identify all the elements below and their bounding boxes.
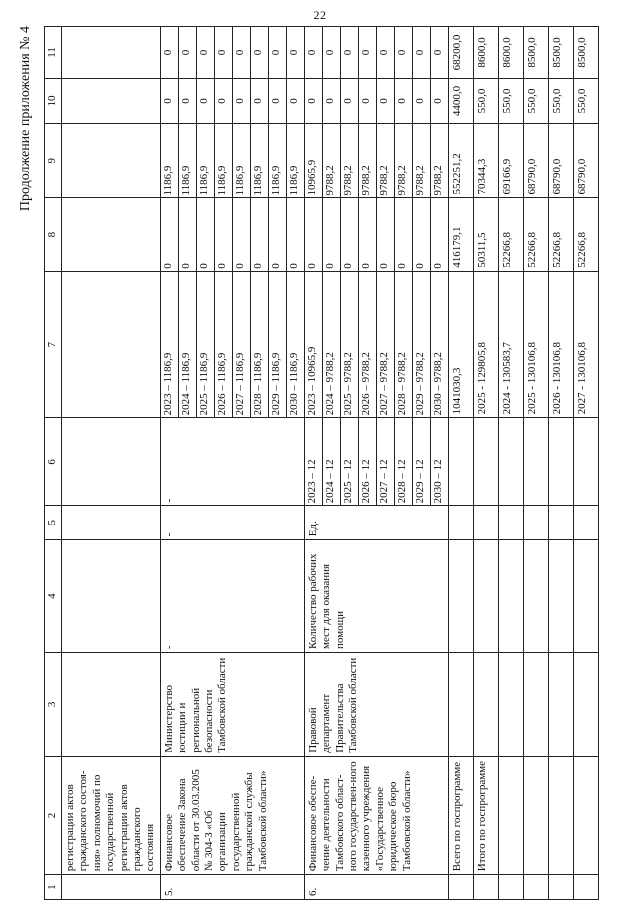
value: 0 [250,198,268,270]
value: 1186,9 [214,124,232,197]
extra-row [523,27,548,900]
value: 0 [431,263,444,269]
extra-c11: 8600,0 [498,27,523,79]
col-header: 9 [45,124,62,198]
extra-c9: 68790,0 [573,124,598,198]
value: 0 [358,27,376,78]
value: 9788,2 [431,165,444,196]
year-value: 2030 – 9788,2 [431,352,444,416]
extra-c9: 68790,0 [523,124,548,198]
extra-c8: 52266,8 [498,198,523,271]
total-row [448,27,473,900]
year-value: 2027 – 9788,2 [376,272,394,418]
value: 9788,2 [322,124,340,197]
row-6 [304,27,448,900]
value: 0 [232,79,250,123]
itogo-c9: 70344,3 [473,124,498,198]
page-number: 22 [313,8,327,22]
indicator: - [160,540,304,653]
value: 0 [412,198,430,270]
row-number: 5. [160,875,304,900]
extra-c11: 8500,0 [548,27,573,79]
total-c7: 1041030,3 [448,271,473,418]
itogo-c10: 550,0 [473,78,498,123]
value: 1186,9 [232,124,250,197]
value: 9788,2 [358,124,376,197]
itogo-label: Итого по госпрограмме [473,756,498,874]
row-number: 6. [304,875,448,900]
value: 0 [376,198,394,270]
total-label: Всего по госпрограмме [448,756,473,874]
value: 9788,2 [412,124,430,197]
itogo-c8: 50311,5 [473,198,498,271]
header-row [45,27,62,900]
target-value: 2023 – 12 [305,418,323,505]
total-c9: 552251,2 [448,124,473,198]
year-value: 2025 – 1186,9 [196,272,214,418]
value: 0 [196,27,214,78]
year-value: 2026 – 9788,2 [358,272,376,418]
target-value: - [160,418,304,506]
col-header: 11 [45,27,62,79]
value: 1186,9 [161,124,179,197]
value: 1186,9 [178,124,196,197]
value: 1186,9 [196,124,214,197]
target-values-cell [304,418,448,506]
value: 9788,2 [340,124,358,197]
yearly-funding-list [161,272,304,418]
target-value: 2029 – 12 [412,418,430,505]
col-header: 5 [45,506,62,540]
value: 0 [268,79,286,123]
value: 0 [178,79,196,123]
target-value: 2024 – 12 [322,418,340,505]
extra-row [498,27,523,900]
measure-name: Финансовое обеспечение Закона области от 30.03.2005 № 304-З «Об организации государственной гражданской службы Тамбовской области» [160,756,304,874]
local-funds-cell [304,78,448,123]
value: 0 [196,198,214,270]
value: 0 [394,198,412,270]
value: 0 [305,198,323,270]
local-funds-cell [160,78,304,123]
value: 9788,2 [394,124,412,197]
regional-funds-cell [304,124,448,198]
extra-funds-cell [304,27,448,79]
year-value: 2024 – 9788,2 [322,272,340,418]
value: 0 [196,79,214,123]
executor: Правовой департамент Правительства Тамбовской области [304,653,448,757]
value: 0 [178,198,196,270]
value: 0 [412,79,430,123]
extra-c11: 8500,0 [523,27,548,79]
value: 0 [250,79,268,123]
target-value: 2025 – 12 [340,418,358,505]
extra-c8: 52266,8 [573,198,598,271]
value: 0 [358,79,376,123]
value: 0 [250,27,268,78]
target-value: 2026 – 12 [358,418,376,505]
target-value: 2027 – 12 [376,418,394,505]
target-value: 2028 – 12 [394,418,412,505]
col-header: 2 [45,756,62,874]
row-5 [160,27,304,900]
federal-funds-cell [160,198,304,271]
extra-c7: 2027 - 130106,8 [573,271,598,418]
value: 0 [358,198,376,270]
value: 0 [214,198,232,270]
value: 0 [161,198,179,270]
col-header: 3 [45,653,62,757]
total-c11: 68200,0 [448,27,473,79]
value: 0 [322,79,340,123]
continued-row [62,27,161,900]
extra-c10: 550,0 [498,78,523,123]
year-value: 2025 – 9788,2 [340,272,358,418]
value: 1186,9 [268,124,286,197]
unit: - [160,506,304,540]
year-value: 2023 – 1186,9 [161,272,179,418]
extra-row [548,27,573,900]
col-header: 8 [45,198,62,271]
value: 0 [305,27,323,78]
rotated-table-area [18,18,638,900]
extra-funds-cell [160,27,304,79]
value: 0 [305,79,323,123]
program-table [44,26,599,900]
value: 10965,9 [305,124,323,197]
value: 0 [340,198,358,270]
continuation-label: Продолжение приложения № 4 [18,26,33,212]
value: 0 [322,198,340,270]
extra-c8: 52266,8 [523,198,548,271]
total-c8: 416179,1 [448,198,473,271]
year-value: 2030 – 1186,9 [287,352,300,416]
itogo-row [473,27,498,900]
value: 0 [214,27,232,78]
value: 0 [214,79,232,123]
federal-funds-cell [304,198,448,271]
value: 0 [340,27,358,78]
col-header: 10 [45,78,62,123]
value: 0 [178,27,196,78]
value: 0 [376,27,394,78]
itogo-c11: 8600,0 [473,27,498,79]
extra-c9: 68790,0 [548,124,573,198]
yearly-funding-cell [304,271,448,418]
target-value: 2030 – 12 [431,459,444,504]
indicator: Количество рабочих мест для оказания помощи [304,540,448,653]
measure-name: Финансовое обеспе-чение деятельности Тамбовского област-ного государствен-ного казенного учреждения «Государственное юридическое бюро Тамбовской области» [304,756,448,874]
value: 0 [376,79,394,123]
year-value: 2023 – 10965,9 [305,272,323,418]
value: 0 [340,79,358,123]
yearly-funding-cell [160,271,304,418]
extra-c8: 52266,8 [548,198,573,271]
value: 0 [287,49,300,56]
year-value: 2029 – 9788,2 [412,272,430,418]
executor: Министерство юстиции и региональной безопасности Тамбовской области [160,653,304,757]
extra-c10: 550,0 [548,78,573,123]
col-header: 4 [45,540,62,653]
value: 1186,9 [250,124,268,197]
value: 0 [232,198,250,270]
extra-c7: 2025 - 130106,8 [523,271,548,418]
extra-c7: 2026 - 130106,8 [548,271,573,418]
continued-name: регистрации актов гражданского состоя-ния» полномочий по государственной регистрации актов гражданского состояния [62,756,161,874]
extra-row [573,27,598,900]
year-value: 2028 – 1186,9 [250,272,268,418]
value: 0 [394,27,412,78]
value: 0 [287,98,300,104]
total-c10: 4400,0 [448,78,473,123]
value: 1186,9 [287,165,300,196]
value: 0 [268,198,286,270]
extra-c10: 550,0 [573,78,598,123]
value: 0 [161,27,179,78]
year-value: 2027 – 1186,9 [232,272,250,418]
value: 0 [412,27,430,78]
itogo-c7: 2025 - 129805,8 [473,271,498,418]
year-value: 2028 – 9788,2 [394,272,412,418]
col-header: 7 [45,271,62,418]
year-value: 2029 – 1186,9 [268,272,286,418]
value: 0 [232,27,250,78]
extra-c11: 8500,0 [573,27,598,79]
year-value: 2026 – 1186,9 [214,272,232,418]
value: 0 [287,263,300,269]
col-header: 1 [45,875,62,900]
unit: Ед. [304,506,448,540]
col-header: 6 [45,418,62,506]
value: 0 [322,27,340,78]
extra-c7: 2024 - 130583,7 [498,271,523,418]
value: 0 [431,49,444,56]
value: 0 [394,79,412,123]
extra-c9: 69166,9 [498,124,523,198]
regional-funds-cell [160,124,304,198]
year-value: 2024 – 1186,9 [178,272,196,418]
value: 0 [161,79,179,123]
extra-c10: 550,0 [523,78,548,123]
value: 0 [431,98,444,104]
value: 0 [268,27,286,78]
landscape-page [18,18,638,900]
value: 9788,2 [376,124,394,197]
